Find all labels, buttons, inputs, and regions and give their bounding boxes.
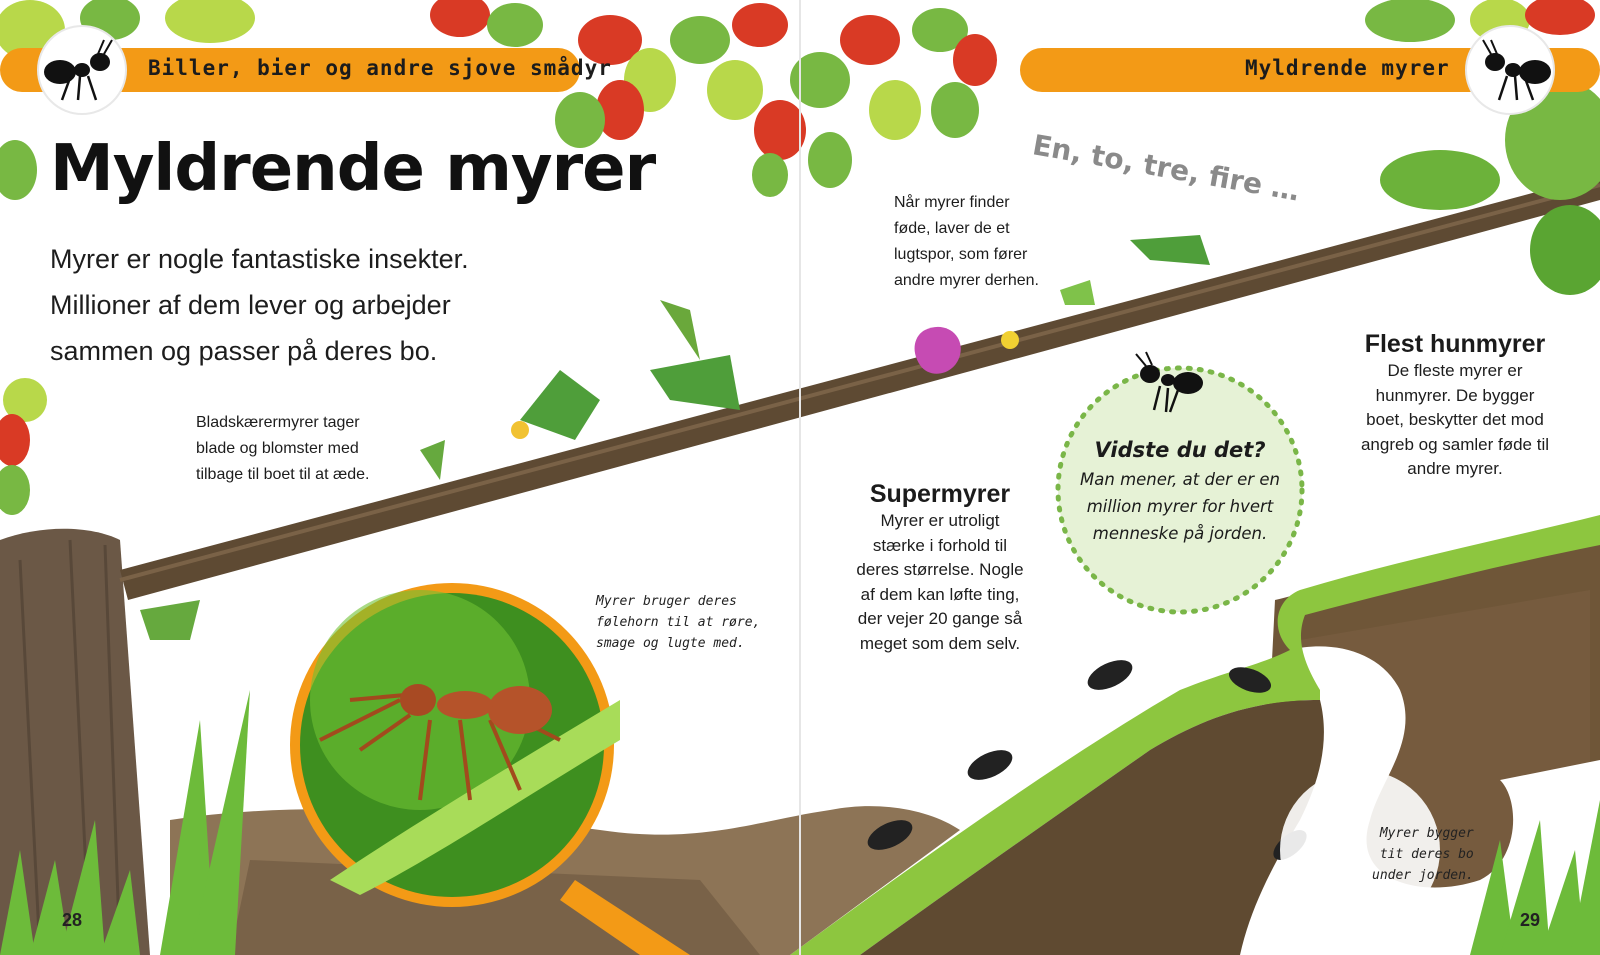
body-line: angreb og samler føde til (1360, 434, 1550, 454)
super-ants-heading: Supermyrer (869, 480, 1011, 508)
intro-line: Millioner af dem lever og arbejder (50, 290, 451, 320)
body-line: boet, beskytter det mod (1366, 410, 1544, 429)
scent-trail-caption (894, 190, 1039, 294)
caption-line: tit deres bo (1379, 847, 1474, 862)
body-line: menneske på jorden. (1092, 524, 1268, 543)
caption-line: Bladskærermyrer tager (196, 414, 360, 431)
antenna-caption (596, 591, 760, 654)
body-line: De fleste myrer er (1387, 361, 1523, 380)
caption-line: under jorden. (1372, 868, 1474, 883)
caption-line: Når myrer finder (894, 194, 1010, 211)
body-line: Man mener, at der er en (1080, 470, 1280, 489)
body-line: stærke i forhold til (872, 535, 1008, 555)
female-ants-box (1340, 330, 1570, 482)
did-you-know-box (1070, 438, 1290, 547)
female-ants-heading: Flest hunmyrer (1364, 330, 1546, 358)
nest-caption (1372, 823, 1474, 886)
caption-line: Myrer bruger deres (596, 594, 737, 609)
page-title: Myldrende myrer (50, 132, 656, 206)
counting-text: En, to, tre, fire … (1030, 128, 1303, 208)
caption-line: smage og lugte med. (596, 636, 745, 651)
body-line: hunmyrer. De bygger (1375, 385, 1535, 405)
intro-line: sammen og passer på deres bo. (50, 336, 438, 366)
did-you-know-title: Vidste du det? (1094, 438, 1266, 462)
caption-line: følehorn til at røre, (596, 615, 761, 630)
body-line: million myrer for hvert (1086, 497, 1274, 516)
body-line: Myrer er utroligt (880, 511, 1000, 530)
body-line: andre myrer. (1407, 459, 1503, 478)
did-you-know-body (1070, 466, 1290, 547)
body-line: meget som dem selv. (859, 633, 1021, 653)
left-banner-text: Biller, bier og andre sjove smådyr (148, 56, 612, 80)
caption-line: andre myrer derhen. (894, 272, 1039, 289)
page-number-left: 28 (62, 910, 83, 930)
body-line: der vejer 20 gange så (857, 609, 1023, 628)
super-ants-body (840, 509, 1040, 656)
super-ants-box (840, 480, 1040, 656)
body-line: af dem kan løfte ting, (860, 584, 1020, 604)
caption-line: lugtspor, som fører (894, 246, 1028, 263)
caption-line: føde, laver de et (894, 220, 1010, 237)
page-number-right: 29 (1520, 910, 1541, 930)
body-line: deres størrelse. Nogle (856, 560, 1024, 579)
caption-line: tilbage til boet til at æde. (196, 466, 370, 483)
female-ants-body (1340, 359, 1570, 482)
intro-text (50, 236, 469, 374)
leafcutter-caption (196, 410, 369, 488)
intro-line: Myrer er nogle fantastiske insekter. (50, 244, 469, 274)
right-banner-text: Myldrende myrer (1245, 56, 1450, 80)
caption-line: Myrer bygger (1379, 826, 1474, 841)
caption-line: blade og blomster med (196, 440, 359, 457)
